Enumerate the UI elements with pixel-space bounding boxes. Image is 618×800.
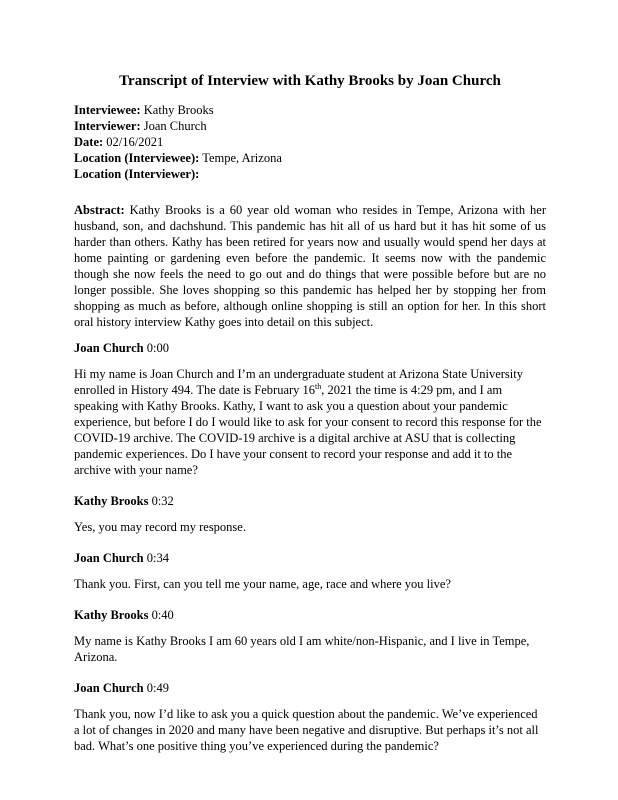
speaker-line: [74, 680, 546, 696]
utterance: Yes, you may record my response.: [74, 520, 246, 534]
location-interviewee-row: [74, 150, 546, 166]
utterance: Thank you, now I’d like to ask you a quick question about the pandemic. We’ve experienced a lot of changes in 2020 and many have been negative and disruptive. But perhaps it’s not all bad. What’s one positive thing you’ve experienced during the pandemic?: [74, 707, 539, 753]
abstract-label: Abstract:: [74, 203, 125, 217]
speaker-name: Kathy Brooks: [74, 608, 149, 622]
speaker-name: Joan Church: [74, 681, 144, 695]
abstract-paragraph: [74, 202, 546, 330]
interviewee-label: Interviewee:: [74, 103, 141, 117]
speaker-line: [74, 493, 546, 509]
utterance: [74, 366, 546, 478]
date-label: Date:: [74, 135, 104, 149]
location-interviewee-label: Location (Interviewee):: [74, 151, 200, 165]
timestamp: 0:34: [143, 551, 169, 565]
abstract-text: Kathy Brooks is a 60 year old woman who resides in Tempe, Arizona with her husband, son, and dachshund. This pandemic has hit all of us hard but it has hit some of us harder than others. Kathy has been retired for years now and usually would spend her days at home painting or gardening even before the pandemic. It seems now with the pandemic though she now feels the need to go out and do things that were possible before but are no longer possible. She loves shopping so this pandemic has helped her by stopping her from shopping as much as before, although online shopping is still an option for her. In this short oral history interview Kathy goes into detail on this subject.: [74, 203, 546, 329]
location-interviewer-label: Location (Interviewer):: [74, 167, 200, 181]
utterance-text-part: , 2021 the time is 4:29 pm, and I am speaking with Kathy Brooks. Kathy, I want to ask you a question about your pandemic experience, but before I do I would like to ask for your consent to record this response for the COVID-19 archive. The COVID-19 archive is a digital archive at ASU that is collecting pandemic experiences. Do I have your consent to record your response and add it to the archive with your name?: [74, 383, 542, 477]
utterance-text-part: Hi my name is Joan Church and I’m an undergraduate student at Arizona State University enrolled in History 494. The date is February 16: [74, 367, 523, 397]
document-title: Transcript of Interview with Kathy Brooks by Joan Church: [119, 73, 501, 89]
speaker-name: Kathy Brooks: [74, 494, 149, 508]
timestamp: 0:00: [143, 341, 169, 355]
date-row: [74, 134, 546, 150]
date-value: 02/16/2021: [103, 135, 164, 149]
interviewee-value: Kathy Brooks: [140, 103, 214, 117]
transcript: [74, 340, 546, 754]
speaker-line: [74, 607, 546, 623]
utterance: Thank you. First, can you tell me your name, age, race and where you live?: [74, 577, 451, 591]
timestamp: 0:32: [148, 494, 174, 508]
interviewer-label: Interviewer:: [74, 119, 141, 133]
speaker-name: Joan Church: [74, 341, 144, 355]
speaker-name: Joan Church: [74, 551, 144, 565]
ordinal-suffix: th: [315, 381, 322, 391]
timestamp: 0:40: [148, 608, 174, 622]
metadata-block: [74, 102, 546, 182]
interviewer-value: Joan Church: [140, 119, 207, 133]
speaker-line: [74, 550, 546, 566]
location-interviewee-value: Tempe, Arizona: [199, 151, 282, 165]
interviewer-row: [74, 118, 546, 134]
location-interviewer-row: [74, 166, 546, 182]
timestamp: 0:49: [143, 681, 169, 695]
interviewee-row: [74, 102, 546, 118]
speaker-line: [74, 340, 546, 356]
utterance: My name is Kathy Brooks I am 60 years old I am white/non-Hispanic, and I live in Tempe, Arizona.: [74, 634, 530, 664]
document-page: [74, 72, 546, 754]
